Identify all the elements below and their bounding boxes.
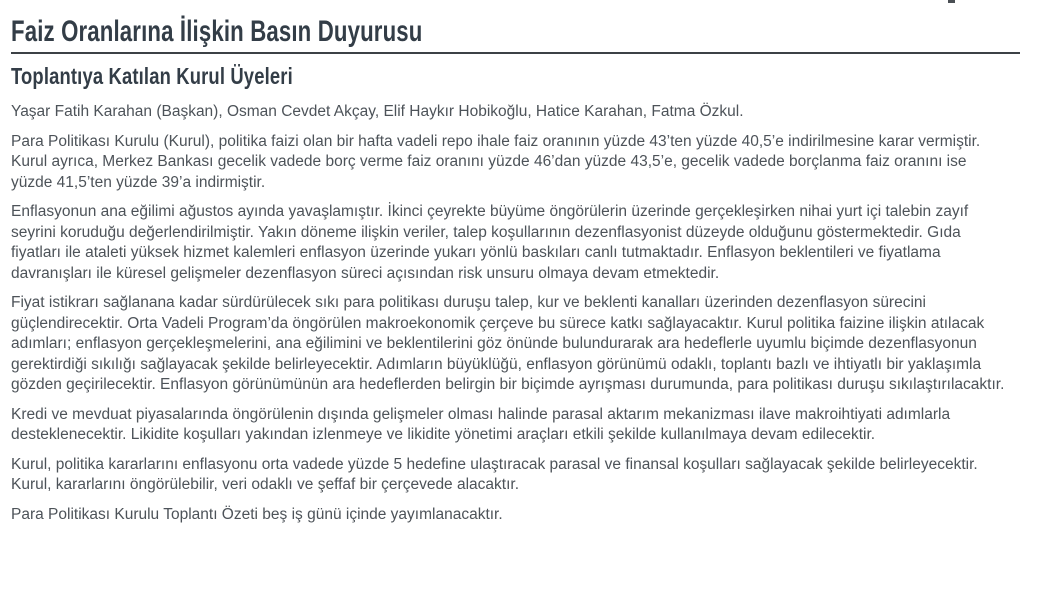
page-title: Faiz Oranlarına İlişkin Basın Duyurusu	[11, 15, 423, 48]
committee-members-line: Yaşar Fatih Karahan (Başkan), Osman Cevdet Akçay, Elif Haykır Hobikoğlu, Hatice Karahan, Fatma Özkul.	[11, 103, 744, 120]
section-heading-members: Toplantıya Katılan Kurul Üyeleri	[11, 63, 293, 89]
body-paragraph-inflation-target: Kurul, politika kararlarını enflasyonu orta vadede yüzde 5 hedefine ulaştıracak parasal ve finansal koşulları sağlayacak şekilde belirleyecektir. Kurul, kararlarını öngörülebilir, veri odaklı ve şeffaf bir çerçevede alacaktır.	[11, 455, 978, 493]
title-divider	[11, 52, 1020, 54]
body-paragraph-policy-stance: Fiyat istikrarı sağlanana kadar sürdürülecek sıkı para politikası duruşu talep, kur ve beklenti kanalları üzerinden dezenflasyon sürecini güçlendirecektir. Orta Vadeli Program’da öngörülen makroekonomik çerçeve bu sürece katkı sağlayacaktır. Kurul politika faizine ilişkin atılacak adımları; enflasyon gerçekleşmelerini, ana eğilimini ve beklentilerini göz önünde bulundurarak ara hedeflerle uyumlu biçimde dezenflasyonun gerektirdiği sıkılığı sağlayacak şekilde belirleyecektir. Adımların büyüklüğü, enflasyon görünümü odaklı, toplantı bazlı ve ihtiyatlı bir yaklaşımla gözden geçirilecektir. Enflasyon görünümünün ara hedeflerden belirgin bir biçimde ayrışması durumunda, para politikası duruşu sıkılaştırılacaktır.	[11, 294, 1005, 393]
top-edge-artifact	[948, 0, 955, 3]
body-paragraph-summary-publication: Para Politikası Kurulu Toplantı Özeti beş iş günü içinde yayımlanacaktır.	[11, 505, 503, 523]
body-paragraph-inflation-trend: Enflasyonun ana eğilimi ağustos ayında yavaşlamıştır. İkinci çeyrekte büyüme öngörülerin üzerinde gerçekleşirken nihai yurt içi talebin zayıf seyrini koruduğu değerlendirilmiştir. Yakın döneme ilişkin veriler, talep koşullarının dezenflasyonist düzeyde olduğunu göstermektedir. Gıda fiyatları ile ataleti yüksek hizmet kalemleri enflasyon üzerinde yukarı yönlü baskıları canlı tutmaktadır. Enflasyon beklentileri ve fiyatlama davranışları ile küresel gelişmeler dezenflasyon süreci açısından risk unsuru olmaya devam etmektedir.	[11, 203, 969, 282]
body-paragraph-rate-decision: Para Politikası Kurulu (Kurul), politika faizi olan bir hafta vadeli repo ihale faiz oranının yüzde 43’ten yüzde 40,5’e indirilmesine karar vermiştir. Kurul ayrıca, Merkez Bankası gecelik vadede borç verme faiz oranını yüzde 46’dan yüzde 43,5’e, gecelik vadede borçlanma faiz oranını ise yüzde 41,5’ten yüzde 39’a indirmiştir.	[11, 132, 981, 191]
body-paragraph-credit-liquidity: Kredi ve mevduat piyasalarında öngörülenin dışında gelişmeler olması halinde parasal aktarım mekanizması ilave makroihtiyati adımlarla desteklenecektir. Likidite koşulları yakından izlenmeye ve likidite yönetimi araçları etkili şekilde kullanılmaya devam edilecektir.	[11, 405, 951, 443]
